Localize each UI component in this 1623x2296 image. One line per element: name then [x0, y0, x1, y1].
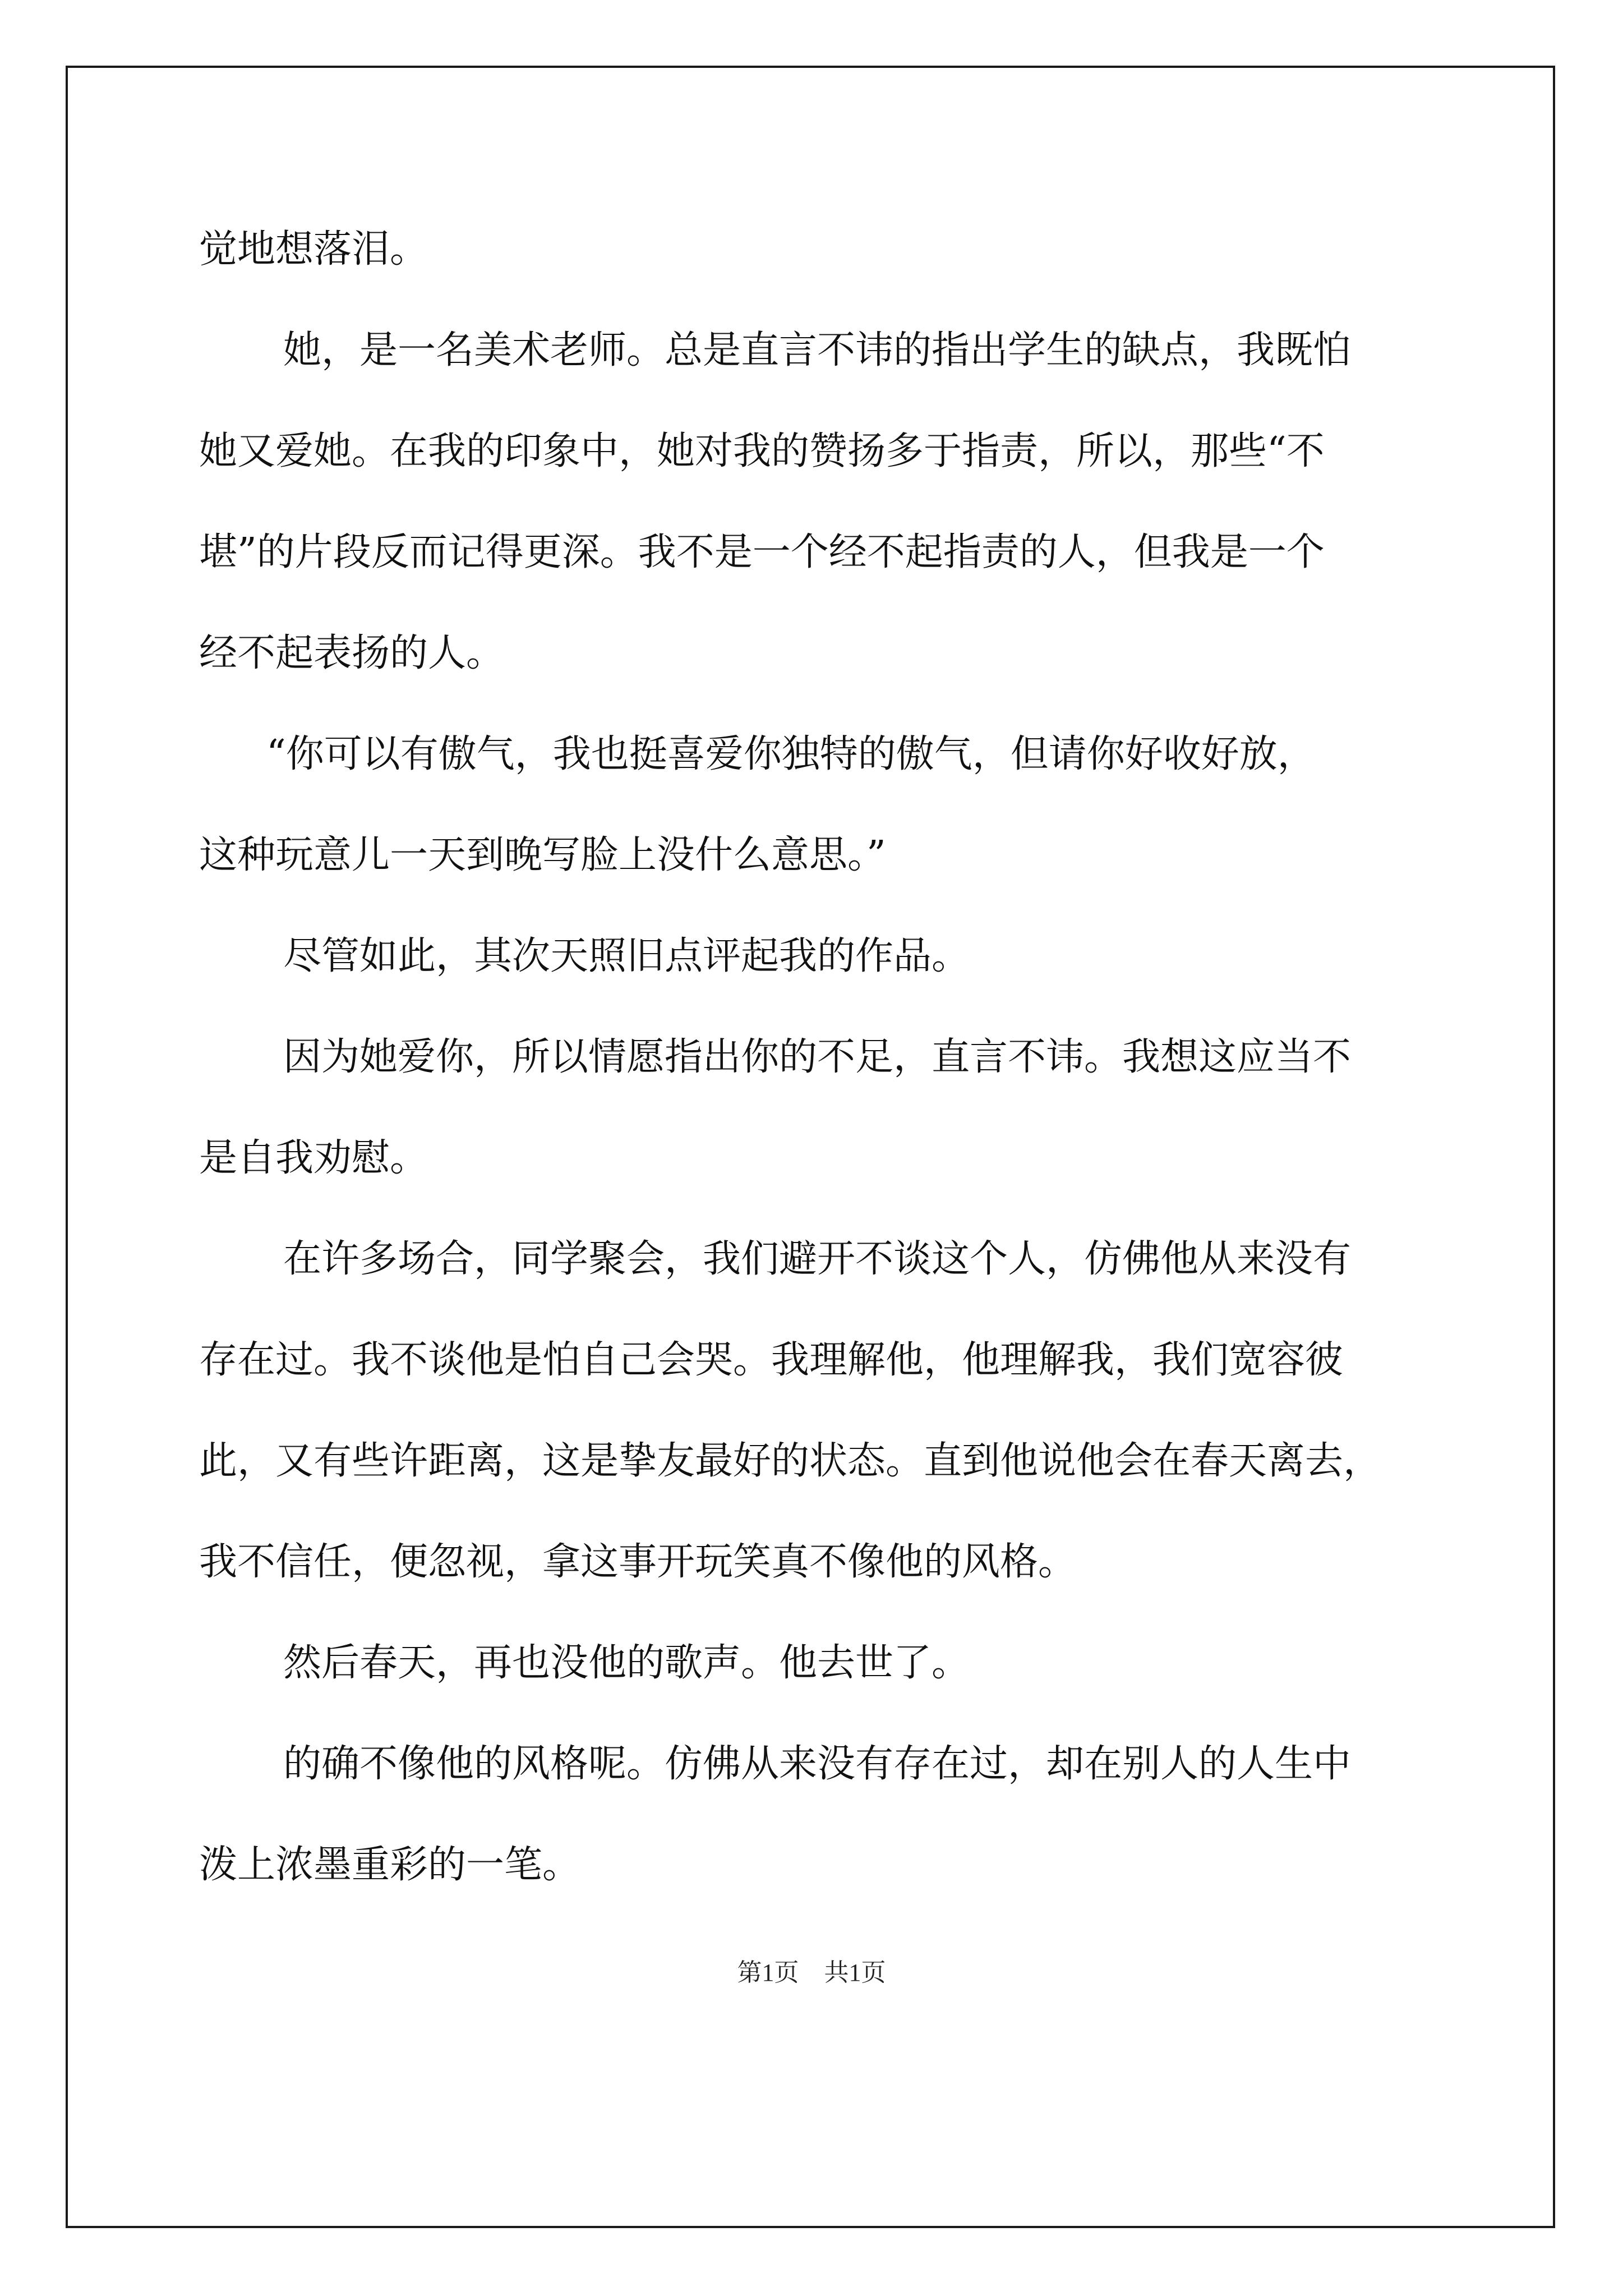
page-footer	[0, 1952, 1623, 1988]
paragraph-line: 泼上浓墨重彩的一笔。	[199, 1843, 581, 1887]
paragraph-line: 尽管如此，其次天照旧点评起我的作品。	[283, 934, 970, 978]
paragraph-line: 在许多场合，同学聚会，我们避开不谈这个人，仿佛他从来没有	[283, 1237, 1352, 1281]
paragraph-line: 她，是一名美术老师。总是直言不讳的指出学生的缺点，我既怕	[283, 328, 1352, 372]
paragraph-line: 她又爱她。在我的印象中，她对我的赞扬多于指责，所以，那些“不	[199, 429, 1325, 473]
paragraph-line: 的确不像他的风格呢。仿佛从来没有存在过，却在别人的人生中	[283, 1742, 1352, 1786]
paragraph-line: 经不起表扬的人。	[199, 631, 505, 675]
paragraph-line: 这种玩意儿一天到晚写脸上没什么意思。”	[199, 833, 886, 877]
paragraph-line: 是自我劝慰。	[199, 1136, 428, 1180]
paragraph-line: 我不信任，便忽视，拿这事开玩笑真不像他的风格。	[199, 1540, 1077, 1584]
document-body	[199, 199, 1450, 1916]
paragraph-line: 然后春天，再也没他的歌声。他去世了。	[283, 1641, 970, 1685]
page-number: 第1页	[737, 1959, 799, 1986]
paragraph-line: 堪”的片段反而记得更深。我不是一个经不起指责的人，但我是一个	[199, 530, 1325, 574]
paragraph-line: 此，又有些许距离，这是挚友最好的状态。直到他说他会在春天离去，	[199, 1439, 1382, 1483]
paragraph-line: 觉地想落泪。	[199, 227, 428, 272]
paragraph-line: 存在过。我不谈他是怕自己会哭。我理解他，他理解我，我们宽容彼	[199, 1338, 1344, 1382]
page-total: 共1页	[824, 1959, 886, 1986]
paragraph-line: 因为她爱你，所以情愿指出你的不足，直言不讳。我想这应当不	[283, 1035, 1352, 1079]
paragraph-line: “你可以有傲气，我也挺喜爱你独特的傲气，但请你好收好放，	[266, 732, 1316, 776]
